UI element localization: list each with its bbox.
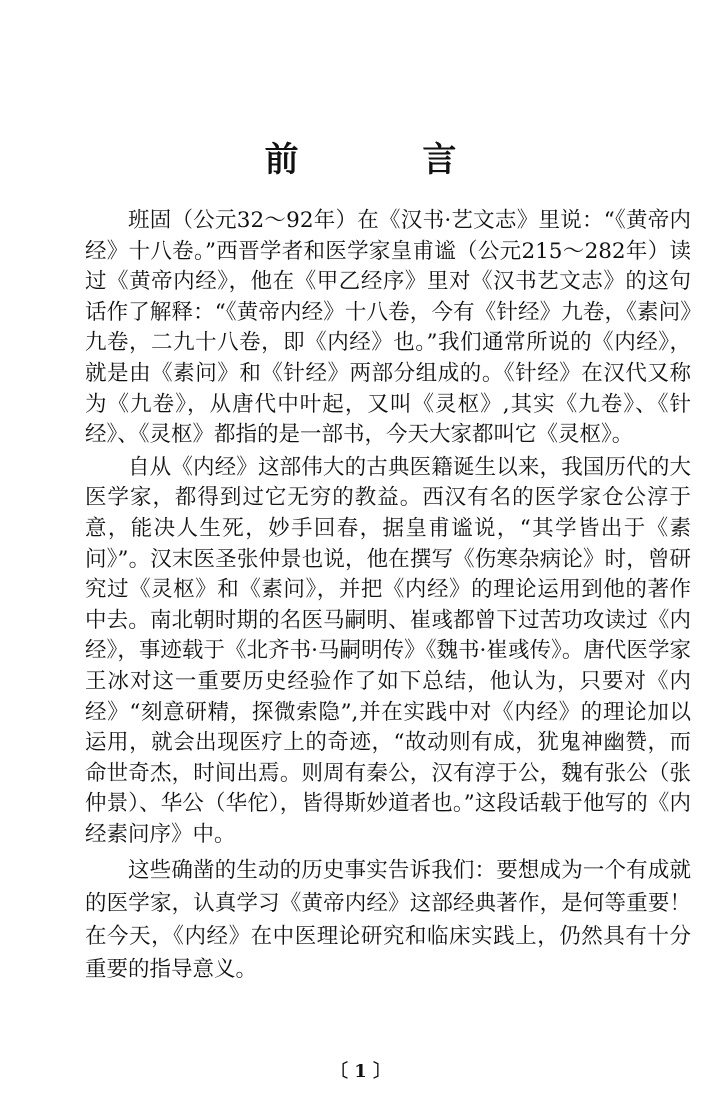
paragraph-2: 自从《内经》这部伟大的古典医籍诞生以来，我国历代的大医学家，都得到过它无穷的教益。西汉有名的医学家仓公淳于意，能决人生死，妙手回春，据皇甫谧说，“其学皆出于《素问》”。汉末医圣张仲景也说，他在撰写《伤寒杂病论》时，曾研究过《灵枢》和《素问》，并把《内经》的理论运用到他的著作中去。南北朝时期的名医马嗣明、崔彧都曾下过苦功攻读过《内经》，事迹载于《北齐书·马嗣明传》《魏书·崔彧传》。唐代医学家王冰对这一重要历史经验作了如下总结，他认为，只要对《内经》“刻意研精，探微索隐”,并在实践中对《内经》的理论加以运用，就会出现医疗上的奇迹，“故动则有成，犹鬼神幽赞，而命世奇杰，时间出焉。则周有秦公，汉有淳于公，魏有张公（张仲景）、华公（华佗），皆得斯妙道者也。”这段话载于他写的《内经素问序》中。 [85,454,691,847]
paragraph-3: 这些确凿的生动的历史事实告诉我们：要想成为一个有成就的医学家，认真学习《黄帝内经》这部经典著作，是何等重要！在今天，《内经》在中医理论研究和临床实践上，仍然具有十分重要的指导意义。 [85,858,691,983]
paragraph-1: 班固（公元32～92年）在《汉书·艺文志》里说：“《黄帝内经》十八卷。”西晋学者和医学家皇甫谧（公元215～282年）读过《黄帝内经》，他在《甲乙经序》里对《汉书艺文志》的这句话作了解释：“《黄帝内经》十八卷，今有《针经》九卷，《素问》九卷，二九十八卷，即《内经》也。”我们通常所说的《内经》，就是由《素问》和《针经》两部分组成的。《针经》在汉代又称为《九卷》，从唐代中叶起，又叫《灵枢》,其实《九卷》、《针经》、《灵枢》都指的是一部书，今天大家都叫它《灵枢》。 [85,208,691,448]
page-number: 〔 1 〕 [329,1061,392,1082]
page-title: 前 言 [264,140,513,180]
preface-body [85,206,691,986]
